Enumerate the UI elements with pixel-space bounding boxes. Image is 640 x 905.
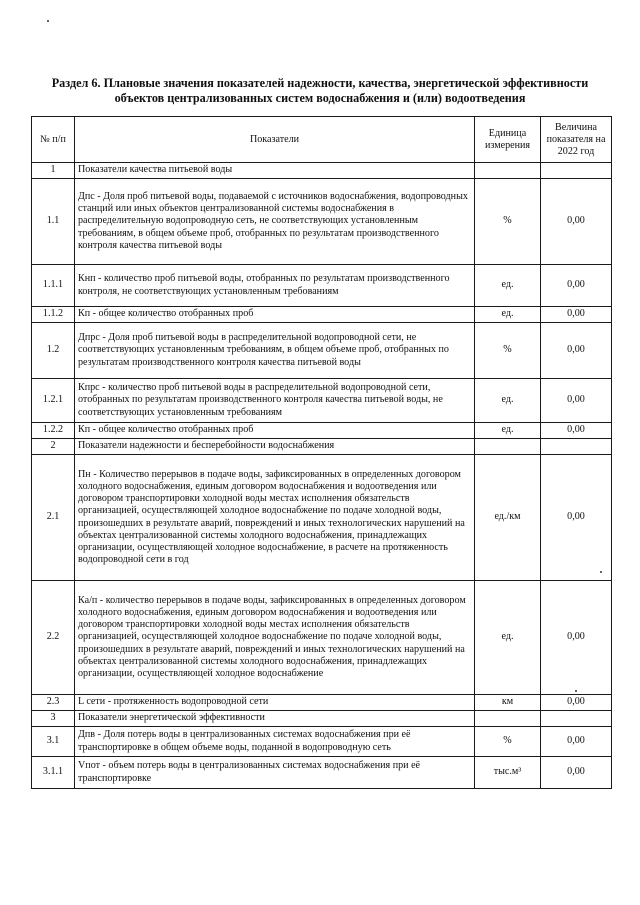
row-unit: % [475, 323, 541, 379]
indicators-table [31, 116, 612, 789]
header-unit: Единица измерения [475, 117, 541, 163]
row-num: 2.3 [32, 695, 75, 711]
row-indicator: Дпс - Доля проб питьевой воды, подаваемой с источников водоснабжения, водопроводных станций или иных объектов централизованной системы водоснабжения в распределительную водопроводную сеть, не соответствующих установленным требованиям, в общем объеме проб, отобранных по результатам производственного контроля качества питьевой воды [75, 179, 475, 265]
row-num: 1.1 [32, 179, 75, 265]
row-unit: ед./км [475, 455, 541, 581]
row-value [541, 163, 612, 179]
scan-speck [575, 690, 577, 692]
row-num: 1.2.1 [32, 379, 75, 423]
table-row [32, 423, 612, 439]
table-row [32, 307, 612, 323]
row-value: 0,00 [541, 265, 612, 307]
table-row [32, 455, 612, 581]
row-indicator: Ка/п - количество перерывов в подаче воды, зафиксированных в определенных договором холодного водоснабжения, единым договором водоснабжения и водоотведения или договором транспортировки холодной воды местах исполнения обязательств организацией, осуществляющей холодное водоснабжение по подаче холодной воды, произошедших в результате аварий, повреждений и иных технологических нарушений на объектах централизованной системы холодного водоснабжения, принадлежащих организации, осуществляющей холодное водоснабжение [75, 581, 475, 695]
row-indicator: Кп - общее количество отобранных проб [75, 423, 475, 439]
table-row [32, 163, 612, 179]
table-row [32, 711, 612, 727]
row-unit [475, 163, 541, 179]
row-value: 0,00 [541, 423, 612, 439]
row-indicator: Кпрс - количество проб питьевой воды в распределительной водопроводной сети, отобранных по результатам производственного контроля качества питьевой воды, не соответствующих установленным требованиям [75, 379, 475, 423]
header-value: Величина показателя на 2022 год [541, 117, 612, 163]
row-unit: ед. [475, 423, 541, 439]
row-unit: % [475, 727, 541, 757]
row-unit: тыс.м³ [475, 757, 541, 789]
table-header-row [32, 117, 612, 163]
row-value: 0,00 [541, 455, 612, 581]
row-unit: ед. [475, 379, 541, 423]
row-num: 2.1 [32, 455, 75, 581]
row-value: 0,00 [541, 727, 612, 757]
row-num: 2 [32, 439, 75, 455]
row-num: 3 [32, 711, 75, 727]
row-indicator: Кп - общее количество отобранных проб [75, 307, 475, 323]
row-num: 3.1 [32, 727, 75, 757]
table-row [32, 379, 612, 423]
row-unit: ед. [475, 581, 541, 695]
row-indicator: Показатели надежности и бесперебойности водоснабжения [75, 439, 475, 455]
row-value [541, 439, 612, 455]
row-indicator: Дпрс - Доля проб питьевой воды в распределительной водопроводной сети, не соответствующих установленным требованиям, в общем объеме проб, отобранных по результатам производственного контроля качества питьевой воды [75, 323, 475, 379]
row-value: 0,00 [541, 179, 612, 265]
scan-speck [47, 20, 49, 22]
row-unit [475, 711, 541, 727]
table-row [32, 757, 612, 789]
row-num: 2.2 [32, 581, 75, 695]
row-value: 0,00 [541, 307, 612, 323]
row-num: 1.2 [32, 323, 75, 379]
row-value: 0,00 [541, 581, 612, 695]
section-title-line1: Раздел 6. Плановые значения показателей надежности, качества, энергетической эффективности [51, 76, 589, 90]
row-value: 0,00 [541, 757, 612, 789]
row-indicator: Пн - Количество перерывов в подаче воды, зафиксированных в определенных договором холодного водоснабжения, единым договором водоснабжения и водоотведения или договором транспортировки холодной воды местах исполнения обязательств организацией, осуществляющей холодное водоснабжение по подаче холодной воды, произошедших в результате аварий, повреждений и иных технологических нарушений на объектах централизованной системы холодного водоснабжения, принадлежащих организации, осуществляющей холодное водоснабжение, в расчете на протяженность водопроводной сети в год [75, 455, 475, 581]
table-row [32, 323, 612, 379]
row-num: 1 [32, 163, 75, 179]
table-row [32, 727, 612, 757]
row-indicator: Показатели качества питьевой воды [75, 163, 475, 179]
row-num: 3.1.1 [32, 757, 75, 789]
row-indicator: Кнп - количество проб питьевой воды, отобранных по результатам производственного контроля, не соответствующих установленным требованиям [75, 265, 475, 307]
row-unit: ед. [475, 265, 541, 307]
header-indicator: Показатели [75, 117, 475, 163]
table-body [32, 163, 612, 789]
row-value [541, 711, 612, 727]
row-num: 1.2.2 [32, 423, 75, 439]
row-unit: % [475, 179, 541, 265]
row-indicator: Vпот - объем потерь воды в централизованных системах водоснабжения при её транспортировке [75, 757, 475, 789]
row-unit [475, 439, 541, 455]
table-row [32, 265, 612, 307]
row-value: 0,00 [541, 323, 612, 379]
table-row [32, 695, 612, 711]
row-value: 0,00 [541, 379, 612, 423]
table-row [32, 581, 612, 695]
table-row [32, 179, 612, 265]
row-num: 1.1.1 [32, 265, 75, 307]
row-num: 1.1.2 [32, 307, 75, 323]
row-indicator: Показатели энергетической эффективности [75, 711, 475, 727]
scan-speck [600, 571, 602, 573]
row-value: 0,00 [541, 695, 612, 711]
row-unit: ед. [475, 307, 541, 323]
row-indicator: L сети - протяженность водопроводной сети [75, 695, 475, 711]
section-title-line2: объектов централизованных систем водоснабжения и (или) водоотведения [114, 90, 526, 105]
section-title [30, 76, 610, 105]
row-unit: км [475, 695, 541, 711]
header-num: № п/п [32, 117, 75, 163]
row-indicator: Дпв - Доля потерь воды в централизованных системах водоснабжения при её транспортировке в общем объеме воды, поданной в водопроводную сеть [75, 727, 475, 757]
table-row [32, 439, 612, 455]
